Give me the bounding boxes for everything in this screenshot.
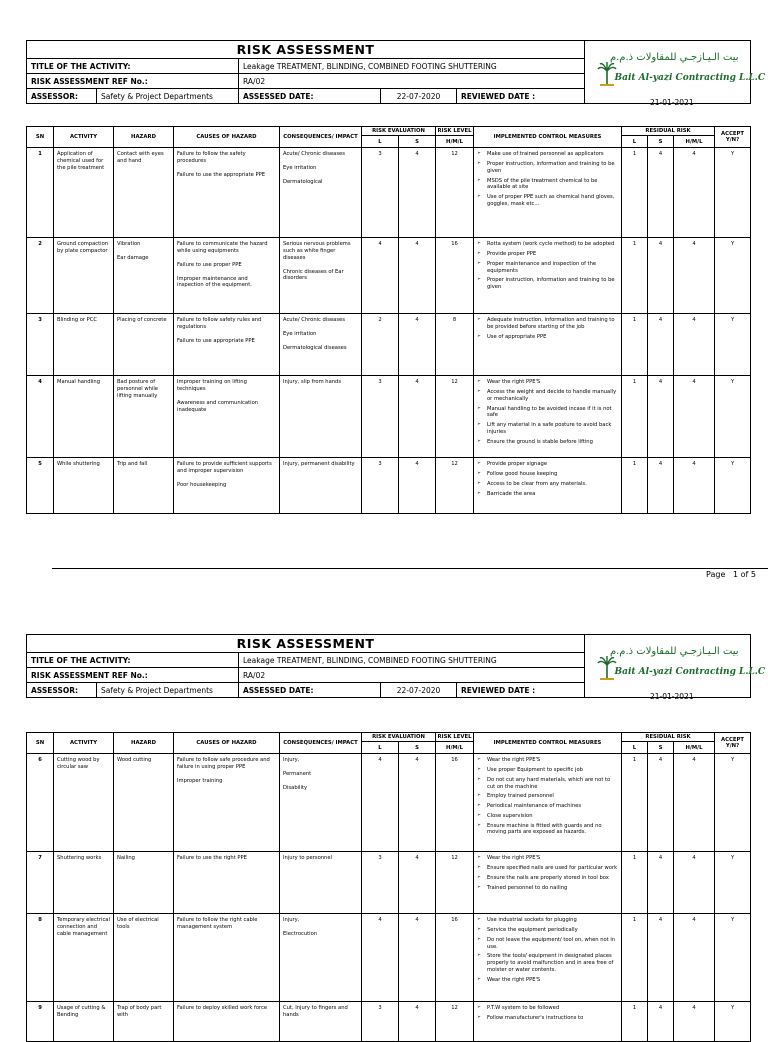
control-measure-item: ➢ Use of appropriate PPE bbox=[477, 334, 618, 341]
cell-hazard bbox=[114, 314, 174, 376]
document-title: RISK ASSESSMENT bbox=[27, 635, 585, 653]
cell-causes bbox=[174, 314, 280, 376]
cell-l: 2 bbox=[362, 314, 399, 376]
cell-sn: 8 bbox=[27, 914, 54, 1002]
cell-accept: Y bbox=[715, 376, 751, 458]
cell-residual-s: 4 bbox=[648, 754, 674, 852]
col-risk-eval: RISK EVALUATION bbox=[362, 127, 436, 136]
col-residual-l: L bbox=[622, 136, 648, 148]
cell-residual-s: 4 bbox=[648, 1002, 674, 1042]
cell-residual-hml: 4 bbox=[674, 148, 715, 238]
cell-activity: Ground compaction by plate compactor bbox=[54, 238, 114, 314]
control-measures-list bbox=[477, 241, 618, 291]
header-table-2 bbox=[26, 634, 766, 698]
cell-risk-level: 12 bbox=[436, 1002, 474, 1042]
logo-english-text: Bait Al-yazi Contracting L.L.C bbox=[614, 667, 766, 677]
cell-residual-l: 1 bbox=[622, 148, 648, 238]
control-measure-item: ➢ Ensure the nails are properly stored in tool box bbox=[477, 875, 618, 882]
cell-residual-l: 1 bbox=[622, 458, 648, 514]
cell-residual-hml: 4 bbox=[674, 376, 715, 458]
cell-causes-text: Poor housekeeping bbox=[177, 481, 227, 488]
cell-l: 3 bbox=[362, 376, 399, 458]
cell-residual-l: 1 bbox=[622, 1002, 648, 1042]
col-risk-eval: RISK EVALUATION bbox=[362, 733, 436, 742]
cell-hazard-text: Bad posture of personnel while lifting manually bbox=[117, 379, 158, 399]
cell-residual-hml: 4 bbox=[674, 754, 715, 852]
control-measures-list bbox=[477, 461, 618, 497]
col-l: L bbox=[362, 136, 399, 148]
cell-residual-s: 4 bbox=[648, 376, 674, 458]
cell-residual-s: 4 bbox=[648, 914, 674, 1002]
cell-consequences-text: Dermatological diseases bbox=[283, 344, 347, 351]
control-measures-list bbox=[477, 151, 618, 207]
cell-activity: Manual handling bbox=[54, 376, 114, 458]
col-activity: ACTIVITY bbox=[54, 127, 114, 148]
cell-causes-text: Failure to use appropriate PPE bbox=[177, 337, 255, 344]
cell-residual-l: 1 bbox=[622, 754, 648, 852]
company-logo bbox=[585, 635, 766, 698]
control-measures-list bbox=[477, 379, 618, 445]
cell-residual-hml: 4 bbox=[674, 852, 715, 914]
cell-activity: Blinding or PCC bbox=[54, 314, 114, 376]
col-sn: SN bbox=[27, 733, 54, 754]
cell-activity: Shuttering works bbox=[54, 852, 114, 914]
cell-accept: Y bbox=[715, 754, 751, 852]
cell-risk-level: 16 bbox=[436, 914, 474, 1002]
control-measure-item: ➢ Lift any material in a safe posture to avoid back injuries bbox=[477, 422, 618, 436]
col-activity: ACTIVITY bbox=[54, 733, 114, 754]
col-residual: RESIDUAL RISK bbox=[622, 127, 715, 136]
footer-divider bbox=[52, 568, 768, 569]
cell-hazard bbox=[114, 852, 174, 914]
control-measure-item: ➢ Ensure machine is fitted with guards and no moving parts are exposed as hazards. bbox=[477, 823, 618, 837]
cell-consequences bbox=[280, 1002, 362, 1042]
cell-causes-text: Failure to use the appropriate PPE bbox=[177, 171, 265, 178]
control-measure-item: ➢ Proper instruction, information and training to be given bbox=[477, 161, 618, 175]
cell-hazard-text: Trap of body part with bbox=[117, 1005, 162, 1019]
control-measure-item: ➢ Provide proper signage bbox=[477, 461, 618, 468]
cell-accept: Y bbox=[715, 314, 751, 376]
ref-label: RISK ASSESSMENT REF No.: bbox=[27, 74, 239, 89]
cell-controls bbox=[474, 1002, 622, 1042]
cell-s: 4 bbox=[399, 1002, 436, 1042]
cell-l: 3 bbox=[362, 148, 399, 238]
cell-causes-text: Improper training bbox=[177, 777, 223, 784]
cell-consequences-text: Chronic diseases of Ear disorders bbox=[283, 268, 344, 282]
col-s: S bbox=[399, 742, 436, 754]
cell-hazard-text: Contact with eyes and hand bbox=[117, 151, 164, 165]
cell-risk-level: 16 bbox=[436, 238, 474, 314]
activity-title-label: TITLE OF THE ACTIVITY: bbox=[27, 653, 239, 668]
cell-consequences bbox=[280, 314, 362, 376]
control-measure-item: ➢ Service the equipment periodically bbox=[477, 927, 618, 934]
cell-consequences bbox=[280, 238, 362, 314]
cell-consequences-text: Acute/ Chronic diseases bbox=[283, 151, 345, 158]
control-measure-item: ➢ Ensure the ground is stable before lifting bbox=[477, 439, 618, 446]
assessor-label: ASSESSOR: bbox=[27, 683, 97, 698]
cell-activity: Temporary electrical connection and cable management bbox=[54, 914, 114, 1002]
control-measure-item: ➢ P.T.W system to be followed bbox=[477, 1005, 618, 1012]
cell-consequences-text: Disability bbox=[283, 784, 308, 791]
table-row bbox=[27, 852, 751, 914]
control-measure-item: ➢ Proper instruction, information and training to be given bbox=[477, 277, 618, 291]
control-measure-item: ➢ Follow good house keeping bbox=[477, 471, 618, 478]
col-sn: SN bbox=[27, 127, 54, 148]
control-measure-item: ➢ Employ trained personnel bbox=[477, 793, 618, 800]
assessor-value: Safety & Project Departments bbox=[97, 683, 239, 698]
cell-risk-level: 8 bbox=[436, 314, 474, 376]
cell-consequences bbox=[280, 458, 362, 514]
cell-consequences-text: Injury, slip from hands bbox=[283, 379, 342, 386]
cell-controls bbox=[474, 148, 622, 238]
cell-s: 4 bbox=[399, 314, 436, 376]
cell-causes-text: Awareness and communication inadequate bbox=[177, 399, 259, 413]
control-measure-item: ➢ Close supervision bbox=[477, 813, 618, 820]
cell-consequences-text: Electrocution bbox=[283, 931, 318, 938]
cell-residual-hml: 4 bbox=[674, 914, 715, 1002]
activity-title-value: Leakage TREATMENT, BLINDING, COMBINED FOOTING SHUTTERING bbox=[239, 653, 585, 668]
cell-sn: 1 bbox=[27, 148, 54, 238]
col-controls: IMPLEMENTED CONTROL MEASURES bbox=[474, 733, 622, 754]
control-measure-item: ➢ Wear the right PPE'S bbox=[477, 855, 618, 862]
control-measure-item: ➢ Make use of trained personnel as applicators bbox=[477, 151, 618, 158]
palm-tree-logo-icon bbox=[597, 655, 617, 681]
cell-l: 4 bbox=[362, 238, 399, 314]
assessor-label: ASSESSOR: bbox=[27, 89, 97, 104]
cell-accept: Y bbox=[715, 148, 751, 238]
activity-title-value: Leakage TREATMENT, BLINDING, COMBINED FOOTING SHUTTERING bbox=[239, 59, 585, 74]
table-row bbox=[27, 458, 751, 514]
col-hml: H/M/L bbox=[436, 742, 474, 754]
cell-consequences bbox=[280, 914, 362, 1002]
cell-residual-l: 1 bbox=[622, 314, 648, 376]
cell-s: 4 bbox=[399, 852, 436, 914]
cell-accept: Y bbox=[715, 238, 751, 314]
cell-consequences-text: Serious nervous problems such as white finger diseases bbox=[283, 241, 351, 261]
cell-causes-text: Improper maintenance and inspection of the equipment. bbox=[177, 275, 252, 289]
cell-accept: Y bbox=[715, 914, 751, 1002]
cell-risk-level: 12 bbox=[436, 376, 474, 458]
cell-causes-text: Failure to deploy skilled work force bbox=[177, 1005, 268, 1012]
col-risk-level: RISK LEVEL bbox=[436, 127, 474, 136]
control-measure-item: ➢ Use proper Equipment to specific job bbox=[477, 767, 618, 774]
control-measure-item: ➢ MSDS of the pile treatment chemical to be available at site bbox=[477, 178, 618, 192]
control-measure-item: ➢ Access the weight and decide to handle manually or mechanically bbox=[477, 389, 618, 403]
logo-arabic-text: بيت الـيـازجـي للمقاولات ذ.م.م bbox=[609, 646, 739, 657]
table-row bbox=[27, 314, 751, 376]
reviewed-date-value: 21-01-2021 bbox=[650, 98, 694, 107]
cell-consequences-text: Eye irritation bbox=[283, 165, 317, 172]
cell-hazard bbox=[114, 458, 174, 514]
control-measure-item: ➢ Do not leave the equipment/ tool on, when not in use. bbox=[477, 937, 618, 951]
cell-hazard bbox=[114, 754, 174, 852]
cell-sn: 4 bbox=[27, 376, 54, 458]
assessed-date-value: 22-07-2020 bbox=[381, 683, 457, 698]
cell-causes bbox=[174, 238, 280, 314]
cell-causes bbox=[174, 458, 280, 514]
cell-controls bbox=[474, 238, 622, 314]
cell-residual-hml: 4 bbox=[674, 238, 715, 314]
cell-causes bbox=[174, 852, 280, 914]
control-measure-item: ➢ Trained personnel to do nailing bbox=[477, 885, 618, 892]
cell-controls bbox=[474, 458, 622, 514]
cell-s: 4 bbox=[399, 754, 436, 852]
col-residual-s: S bbox=[648, 742, 674, 754]
logo-arabic-text: بيت الـيـازجـي للمقاولات ذ.م.م bbox=[609, 52, 739, 63]
cell-risk-level: 12 bbox=[436, 148, 474, 238]
cell-s: 4 bbox=[399, 376, 436, 458]
assessed-date-value: 22-07-2020 bbox=[381, 89, 457, 104]
col-consequences: CONSEQUENCES/ IMPACT bbox=[280, 733, 362, 754]
table-row bbox=[27, 238, 751, 314]
cell-consequences-text: Injury to personnel bbox=[283, 855, 332, 862]
risk-table-page-2 bbox=[26, 732, 751, 1042]
col-controls: IMPLEMENTED CONTROL MEASURES bbox=[474, 127, 622, 148]
cell-sn: 5 bbox=[27, 458, 54, 514]
cell-sn: 3 bbox=[27, 314, 54, 376]
cell-controls bbox=[474, 314, 622, 376]
cell-activity: Cutting wood by circular saw bbox=[54, 754, 114, 852]
cell-l: 3 bbox=[362, 852, 399, 914]
cell-activity: Application of chemical used for the pile treatment bbox=[54, 148, 114, 238]
cell-controls bbox=[474, 754, 622, 852]
control-measure-item: ➢ Follow manufacturer's instructions to bbox=[477, 1015, 618, 1022]
cell-s: 4 bbox=[399, 458, 436, 514]
col-accept: ACCEPT Y/N? bbox=[715, 127, 751, 148]
cell-residual-l: 1 bbox=[622, 238, 648, 314]
control-measure-item: ➢ Provide proper PPE bbox=[477, 251, 618, 258]
cell-hazard bbox=[114, 914, 174, 1002]
assessor-value: Safety & Project Departments bbox=[97, 89, 239, 104]
control-measures-list bbox=[477, 855, 618, 891]
cell-accept: Y bbox=[715, 458, 751, 514]
cell-l: 4 bbox=[362, 914, 399, 1002]
cell-sn: 7 bbox=[27, 852, 54, 914]
cell-hazard-text: Trip and fall bbox=[117, 461, 148, 468]
cell-hazard-text: Nailing bbox=[117, 855, 135, 862]
control-measures-list bbox=[477, 317, 618, 340]
control-measure-item: ➢ Do not cut any hard materials, which are not to cut on the machine bbox=[477, 777, 618, 791]
control-measure-item: ➢ Store the tools/ equipment in designated places properly to avoid malfunction and in area free of moister or water contents. bbox=[477, 953, 618, 973]
cell-controls bbox=[474, 914, 622, 1002]
cell-hazard-text: Ear damage bbox=[117, 255, 149, 262]
cell-causes-text: Failure to use proper PPE bbox=[177, 261, 242, 268]
risk-table-page-1 bbox=[26, 126, 751, 514]
cell-consequences-text: Eye irritation bbox=[283, 331, 317, 338]
cell-residual-l: 1 bbox=[622, 852, 648, 914]
cell-causes-text: Failure to follow the right cable management system bbox=[177, 917, 258, 931]
cell-residual-l: 1 bbox=[622, 914, 648, 1002]
table-row bbox=[27, 376, 751, 458]
cell-accept: Y bbox=[715, 852, 751, 914]
cell-risk-level: 16 bbox=[436, 754, 474, 852]
col-accept: ACCEPT Y/N? bbox=[715, 733, 751, 754]
reviewed-date-label: REVIEWED DATE : bbox=[457, 683, 585, 698]
col-s: S bbox=[399, 136, 436, 148]
reviewed-date-label: REVIEWED DATE : bbox=[457, 89, 585, 104]
col-consequences: CONSEQUENCES/ IMPACT bbox=[280, 127, 362, 148]
cell-causes-text: Failure to provide sufficient supports and improper supervision bbox=[177, 461, 272, 475]
cell-causes-text: Failure to follow the safety procedures bbox=[177, 151, 246, 165]
cell-sn: 9 bbox=[27, 1002, 54, 1042]
cell-hazard bbox=[114, 376, 174, 458]
cell-causes bbox=[174, 148, 280, 238]
control-measure-item: ➢ Access to be clear from any materials. bbox=[477, 481, 618, 488]
cell-hazard bbox=[114, 148, 174, 238]
control-measure-item: ➢ Manual handling to be avoided incase if it is not safe bbox=[477, 406, 618, 420]
cell-causes-text: Failure to use the right PPE bbox=[177, 855, 247, 862]
col-residual: RESIDUAL RISK bbox=[622, 733, 715, 742]
control-measure-item: ➢ Ensure specified nails are used for particular work bbox=[477, 865, 618, 872]
cell-hazard bbox=[114, 238, 174, 314]
control-measure-item: ➢ Periodical maintenance of machines bbox=[477, 803, 618, 810]
col-residual-s: S bbox=[648, 136, 674, 148]
ref-value: RA/02 bbox=[239, 74, 585, 89]
col-residual-hml: H/M/L bbox=[674, 742, 715, 754]
cell-causes-text: Failure to follow safety rules and regulations bbox=[177, 317, 262, 331]
col-hazard: HAZARD bbox=[114, 733, 174, 754]
cell-s: 4 bbox=[399, 238, 436, 314]
logo-english-text: Bait Al-yazi Contracting L.L.C bbox=[614, 73, 766, 83]
cell-sn: 2 bbox=[27, 238, 54, 314]
cell-residual-hml: 4 bbox=[674, 458, 715, 514]
cell-consequences bbox=[280, 852, 362, 914]
table-row bbox=[27, 914, 751, 1002]
cell-consequences-text: Acute/ Chronic diseases bbox=[283, 317, 345, 324]
header-table bbox=[26, 40, 766, 104]
cell-causes bbox=[174, 754, 280, 852]
cell-consequences-text: Permanent bbox=[283, 771, 312, 778]
table-row bbox=[27, 1002, 751, 1042]
control-measure-item: ➢ Wear the right PPE'S bbox=[477, 977, 618, 984]
palm-tree-logo-icon bbox=[597, 61, 617, 87]
ref-value: RA/02 bbox=[239, 668, 585, 683]
col-risk-level: RISK LEVEL bbox=[436, 733, 474, 742]
control-measure-item: ➢ Proper maintenance and inspection of the equipments bbox=[477, 261, 618, 275]
document-title: RISK ASSESSMENT bbox=[27, 41, 585, 59]
col-residual-l: L bbox=[622, 742, 648, 754]
cell-activity: Usage of cutting & Bending bbox=[54, 1002, 114, 1042]
col-residual-hml: H/M/L bbox=[674, 136, 715, 148]
cell-residual-hml: 4 bbox=[674, 314, 715, 376]
control-measure-item: ➢ Barricade the area bbox=[477, 491, 618, 498]
ref-label: RISK ASSESSMENT REF No.: bbox=[27, 668, 239, 683]
page-number: Page 1 of 5 bbox=[706, 570, 756, 579]
control-measure-item: ➢ Adequate instruction, information and training to be provided before starting of the job bbox=[477, 317, 618, 331]
col-causes: CAUSES OF HAZARD bbox=[174, 127, 280, 148]
cell-controls bbox=[474, 376, 622, 458]
control-measure-item: ➢ Use industrial sockets for plugging bbox=[477, 917, 618, 924]
cell-l: 4 bbox=[362, 754, 399, 852]
assessed-date-label: ASSESSED DATE: bbox=[239, 89, 381, 104]
table-row bbox=[27, 148, 751, 238]
cell-l: 3 bbox=[362, 458, 399, 514]
cell-hazard-text: Vibration bbox=[117, 241, 141, 248]
col-hml: H/M/L bbox=[436, 136, 474, 148]
control-measures-list bbox=[477, 1005, 618, 1022]
company-logo bbox=[585, 41, 766, 104]
cell-consequences-text: Cut, Injury to fingers and hands bbox=[283, 1005, 348, 1019]
control-measure-item: ➢ Use of proper PPE such as chemical hand gloves, goggles, mask etc... bbox=[477, 194, 618, 208]
cell-residual-l: 1 bbox=[622, 376, 648, 458]
cell-causes-text: Improper training on lifting techniques bbox=[177, 379, 247, 393]
cell-consequences bbox=[280, 148, 362, 238]
reviewed-date-value: 21-01-2021 bbox=[650, 692, 694, 701]
cell-residual-s: 4 bbox=[648, 148, 674, 238]
cell-consequences-text: Dermatological bbox=[283, 178, 323, 185]
col-causes: CAUSES OF HAZARD bbox=[174, 733, 280, 754]
cell-activity: While shuttering bbox=[54, 458, 114, 514]
control-measure-item: ➢ Wear the right PPE'S bbox=[477, 379, 618, 386]
cell-s: 4 bbox=[399, 148, 436, 238]
cell-controls bbox=[474, 852, 622, 914]
cell-hazard-text: Placing of concrete bbox=[117, 317, 167, 324]
control-measure-item: ➢ Wear the right PPE'S bbox=[477, 757, 618, 764]
assessed-date-label: ASSESSED DATE: bbox=[239, 683, 381, 698]
cell-consequences bbox=[280, 754, 362, 852]
cell-consequences-text: Injury, permanent disability bbox=[283, 461, 355, 468]
control-measures-list bbox=[477, 757, 618, 836]
cell-residual-s: 4 bbox=[648, 458, 674, 514]
cell-causes bbox=[174, 914, 280, 1002]
cell-hazard-text: Use of electrical tools bbox=[117, 917, 159, 931]
cell-l: 3 bbox=[362, 1002, 399, 1042]
activity-title-label: TITLE OF THE ACTIVITY: bbox=[27, 59, 239, 74]
cell-hazard-text: Wood cutting bbox=[117, 757, 152, 764]
control-measures-list bbox=[477, 917, 618, 983]
cell-causes bbox=[174, 376, 280, 458]
cell-causes bbox=[174, 1002, 280, 1042]
cell-causes-text: Failure to follow safe procedure and failure in using proper PPE bbox=[177, 757, 270, 771]
cell-consequences-text: Injury, bbox=[283, 917, 300, 924]
cell-risk-level: 12 bbox=[436, 852, 474, 914]
cell-s: 4 bbox=[399, 914, 436, 1002]
cell-residual-s: 4 bbox=[648, 314, 674, 376]
control-measure-item: ➢ Rotta system (work cycle method) to be adopted bbox=[477, 241, 618, 248]
cell-residual-s: 4 bbox=[648, 852, 674, 914]
col-hazard: HAZARD bbox=[114, 127, 174, 148]
cell-residual-hml: 4 bbox=[674, 1002, 715, 1042]
cell-sn: 6 bbox=[27, 754, 54, 852]
cell-hazard bbox=[114, 1002, 174, 1042]
cell-consequences-text: Injury, bbox=[283, 757, 300, 764]
table-row bbox=[27, 754, 751, 852]
cell-risk-level: 12 bbox=[436, 458, 474, 514]
cell-accept: Y bbox=[715, 1002, 751, 1042]
cell-consequences bbox=[280, 376, 362, 458]
cell-causes-text: Failure to communicate the hazard while using equipments bbox=[177, 241, 268, 255]
cell-residual-s: 4 bbox=[648, 238, 674, 314]
col-l: L bbox=[362, 742, 399, 754]
